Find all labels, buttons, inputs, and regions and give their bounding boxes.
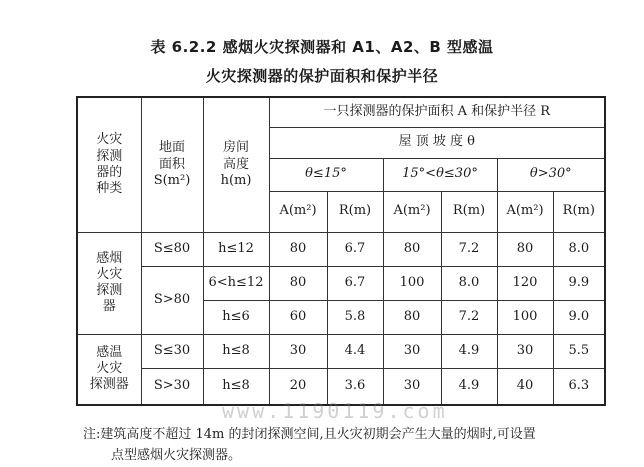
cell-value: 100 <box>383 266 441 300</box>
table-row <box>77 334 605 368</box>
detector-type-smoke: 感烟 火灾 探测 器 <box>77 232 141 334</box>
note-line2: 点型感烟火灾探测器。 <box>111 448 242 463</box>
protection-area-table <box>76 96 606 406</box>
cell-value: 6.7 <box>327 232 383 266</box>
table-title-line1: 表 6.2.2 感烟火灾探测器和 A1、A2、B 型感温 <box>150 38 494 56</box>
header-protection-group: 一只探测器的保护面积 A 和保护半径 R <box>269 97 605 127</box>
cell-value: 30 <box>383 368 441 405</box>
cell-value: 4.4 <box>327 334 383 368</box>
detector-type-heat: 感温 火灾 探测器 <box>77 334 141 405</box>
cell-value: 4.9 <box>441 334 497 368</box>
cell-value: 7.2 <box>441 232 497 266</box>
subheader-area-1: A(m²) <box>269 191 327 232</box>
watermark-text: www.1190119.com <box>222 399 448 423</box>
cell-height: 6<h≤12 <box>203 266 269 300</box>
table-row <box>77 368 605 405</box>
header-floor-area: 地面 面积 S(m²) <box>141 97 203 232</box>
cell-value: 80 <box>383 300 441 334</box>
note-line1: 注:建筑高度不超过 14m 的封闭探测空间,且火灾初期会产生大量的烟时,可设置 <box>83 427 536 442</box>
cell-value: 20 <box>269 368 327 405</box>
cell-area: S≤30 <box>141 334 203 368</box>
cell-value: 80 <box>497 232 553 266</box>
header-room-height: 房间 高度 h(m) <box>203 97 269 232</box>
table-note <box>84 424 624 466</box>
cell-value: 8.0 <box>441 266 497 300</box>
subheader-radius-2: R(m) <box>441 191 497 232</box>
subheader-radius-3: R(m) <box>553 191 605 232</box>
cell-value: 30 <box>383 334 441 368</box>
header-detector-type: 火灾 探测 器的 种类 <box>77 97 141 232</box>
table-row <box>77 266 605 300</box>
cell-value: 60 <box>269 300 327 334</box>
cell-height: h≤8 <box>203 334 269 368</box>
cell-value: 6.3 <box>553 368 605 405</box>
cell-height: h≤8 <box>203 368 269 405</box>
cell-value: 40 <box>497 368 553 405</box>
subheader-area-2: A(m²) <box>383 191 441 232</box>
cell-area: S≤80 <box>141 232 203 266</box>
header-roof-slope: 屋 顶 坡 度 θ <box>269 127 605 158</box>
header-range-3: θ>30° <box>497 158 605 191</box>
cell-area: S>80 <box>141 266 203 334</box>
table-row <box>77 232 605 266</box>
cell-value: 9.9 <box>553 266 605 300</box>
cell-value: 80 <box>269 232 327 266</box>
cell-height: h≤12 <box>203 232 269 266</box>
cell-value: 6.7 <box>327 266 383 300</box>
cell-value: 4.9 <box>441 368 497 405</box>
cell-value: 3.6 <box>327 368 383 405</box>
cell-value: 120 <box>497 266 553 300</box>
header-range-2: 15°<θ≤30° <box>383 158 497 191</box>
cell-value: 30 <box>497 334 553 368</box>
cell-value: 80 <box>269 266 327 300</box>
cell-value: 5.5 <box>553 334 605 368</box>
cell-value: 7.2 <box>441 300 497 334</box>
subheader-radius-1: R(m) <box>327 191 383 232</box>
cell-value: 5.8 <box>327 300 383 334</box>
cell-value: 30 <box>269 334 327 368</box>
cell-value: 80 <box>383 232 441 266</box>
subheader-area-3: A(m²) <box>497 191 553 232</box>
cell-height: h≤6 <box>203 300 269 334</box>
header-range-1: θ≤15° <box>269 158 383 191</box>
table-title-line2: 火灾探测器的保护面积和保护半径 <box>205 67 439 85</box>
cell-value: 9.0 <box>553 300 605 334</box>
cell-area: S>30 <box>141 368 203 405</box>
cell-value: 100 <box>497 300 553 334</box>
cell-value: 8.0 <box>553 232 605 266</box>
